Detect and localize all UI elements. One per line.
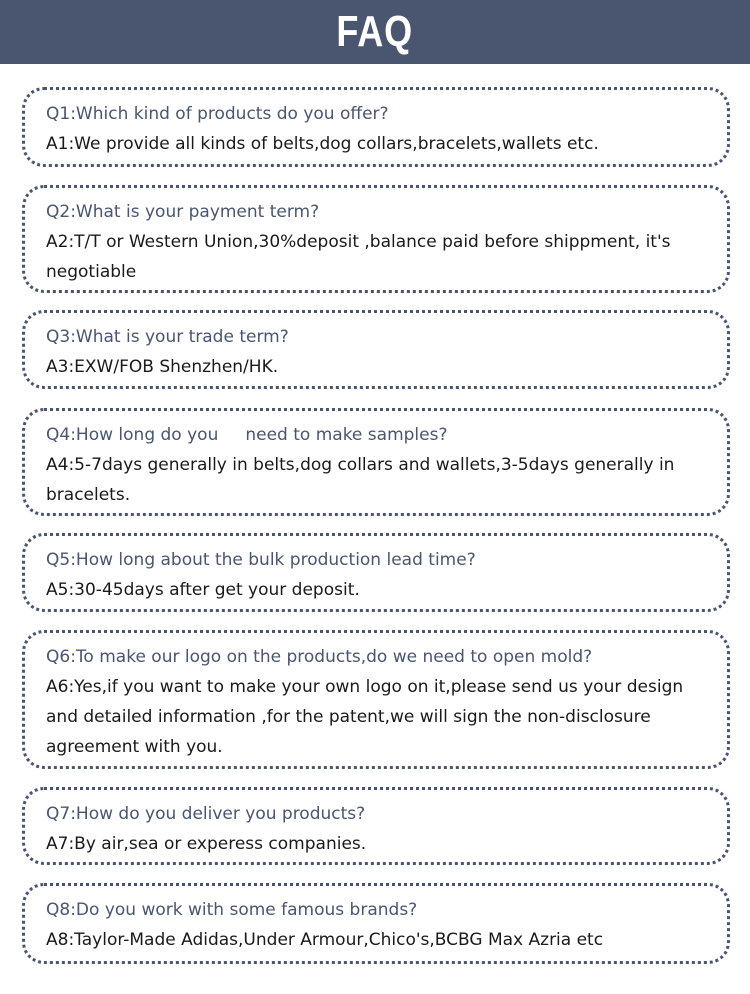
faq-question: Q6:To make our logo on the products,do we need to open mold?: [46, 647, 593, 667]
faq-question: Q8:Do you work with some famous brands?: [46, 900, 418, 920]
faq-answer: A1:We provide all kinds of belts,dog collars,bracelets,wallets etc.: [46, 134, 599, 154]
faq-answer: A7:By air,sea or experess companies.: [46, 834, 367, 854]
faq-answer: A5:30-45days after get your deposit.: [46, 580, 360, 600]
faq-header: [0, 0, 750, 64]
faq-answer: A4:5-7days generally in belts,dog collars and wallets,3-5days generally in bracelets.: [46, 455, 675, 505]
faq-question: Q7:How do you deliver you products?: [46, 804, 366, 824]
faq-question: Q1:Which kind of products do you offer?: [46, 104, 389, 124]
faq-item-5: [22, 533, 730, 612]
faq-item-2: [22, 185, 730, 293]
faq-item-4: [22, 408, 730, 516]
faq-answer: A3:EXW/FOB Shenzhen/HK.: [46, 357, 279, 377]
faq-question: Q5:How long about the bulk production lead time?: [46, 550, 476, 570]
faq-item-6: [22, 630, 730, 769]
faq-answer: A6:Yes,if you want to make your own logo on it,please send us your design and detailed information ,for the patent,we will sign the non-disclosure agreement with you.: [46, 677, 684, 757]
faq-question: Q2:What is your payment term?: [46, 202, 320, 222]
faq-item-8: [22, 883, 730, 964]
faq-answer: A2:T/T or Western Union,30%deposit ,balance paid before shippment, it's negotiable: [46, 232, 671, 282]
faq-question: Q3:What is your trade term?: [46, 327, 289, 347]
faq-question: Q4:How long do you need to make samples?: [46, 425, 448, 445]
faq-item-3: [22, 310, 730, 389]
faq-item-1: [22, 87, 730, 167]
faq-answer: A8:Taylor-Made Adidas,Under Armour,Chico's,BCBG Max Azria etc: [46, 930, 604, 950]
faq-item-7: [22, 787, 730, 865]
page-title: FAQ: [336, 7, 414, 56]
